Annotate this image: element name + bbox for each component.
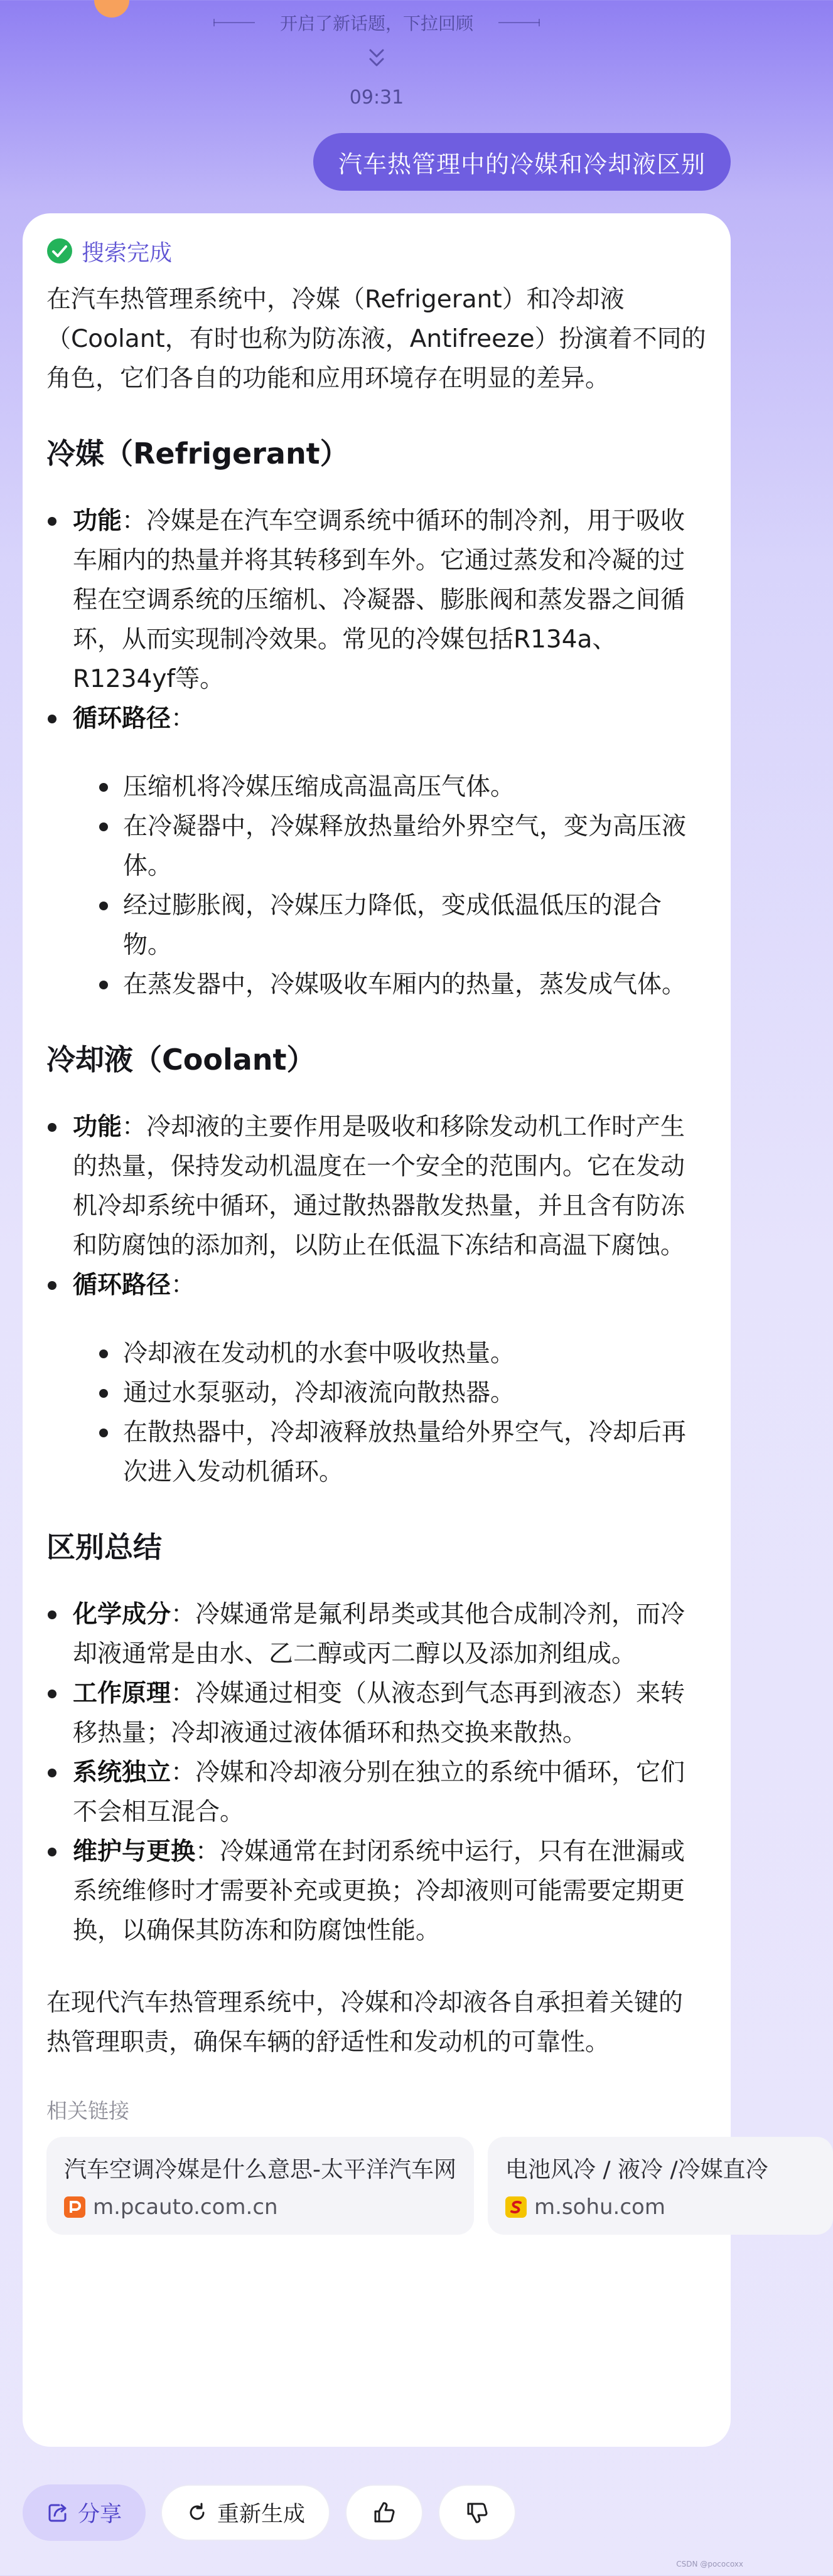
item-label: 工作原理 <box>73 1679 171 1708</box>
list-item <box>46 501 707 699</box>
list-item <box>46 1595 707 1674</box>
sohu-favicon-icon <box>505 2196 527 2218</box>
list-item: 在冷凝器中，冷媒释放热量给外界空气，变为高压液体。 <box>98 807 707 886</box>
share-icon <box>46 2501 69 2524</box>
like-button[interactable] <box>345 2484 423 2541</box>
item-text: ：冷却液的主要作用是吸收和移除发动机工作时产生的热量，保持发动机温度在一个安全的范围内。它在发动机冷却系统中循环，通过散热器散发热量，并且含有防冻和防腐蚀的添加剂，以防止在低温下冻结和高温下腐蚀。 <box>73 1113 685 1260</box>
item-label: 功能 <box>73 507 122 535</box>
item-label: 循环路径 <box>73 1271 171 1299</box>
item-label: 化学成分 <box>73 1600 171 1629</box>
item-text: ：冷媒通常是氟利昂类或其他合成制冷剂，而冷却液通常是由水、乙二醇或丙二醇以及添加剂组成。 <box>73 1600 685 1668</box>
list-item <box>46 1107 707 1265</box>
thumbs-down-icon <box>465 2500 490 2525</box>
search-status-label: 搜索完成 <box>82 240 173 266</box>
link-source <box>505 2195 815 2220</box>
summary-list <box>46 1595 707 1951</box>
double-chevron-down-icon[interactable] <box>367 46 386 72</box>
regenerate-label: 重新生成 <box>217 2502 305 2527</box>
share-label: 分享 <box>77 2502 122 2527</box>
related-link-card[interactable] <box>488 2137 833 2235</box>
message-time: 09:31 <box>349 87 404 109</box>
item-label: 循环路径 <box>73 705 171 733</box>
list-item: 通过水泵驱动，冷却液流向散热器。 <box>98 1373 707 1413</box>
item-text: ：冷媒通常在封闭系统中运行，只有在泄漏或系统维修时才需要补充或更换；冷却液则可能需要定期更换，以确保其防冻和防腐蚀性能。 <box>73 1838 685 1945</box>
related-links <box>46 2137 768 2235</box>
related-links-title: 相关链接 <box>46 2099 129 2123</box>
refrigerant-steps <box>73 767 707 1004</box>
watermark: CSDN @pococoxx <box>676 2560 743 2568</box>
list-item: 压缩机将冷媒压缩成高温高压气体。 <box>98 767 707 807</box>
answer-card <box>23 213 768 2447</box>
item-colon: ： <box>171 1271 196 1299</box>
refresh-icon <box>186 2501 208 2524</box>
link-source-text: m.pcauto.com.cn <box>93 2195 278 2220</box>
item-text: ：冷媒通过相变（从液态到气态再到液态）来转移热量；冷却液通过液体循环和热交换来散热。 <box>73 1679 685 1747</box>
intro-paragraph: 在汽车热管理系统中，冷媒（Refrigerant）和冷却液（Coolant，有时也称为防冻液，Antifreeze）扮演着不同的角色，它们各自的功能和应用环境存在明显的差异。 <box>46 285 706 393</box>
item-colon: ： <box>171 705 196 733</box>
hint-text: 开启了新话题，下拉回顾 <box>279 13 473 34</box>
link-source-text: m.sohu.com <box>534 2195 665 2220</box>
section-title-refrigerant: 冷媒（Refrigerant） <box>46 437 349 471</box>
hint-line-right <box>498 22 540 23</box>
thumbs-up-icon <box>372 2500 397 2525</box>
list-item <box>46 1265 707 1492</box>
share-button[interactable] <box>23 2484 146 2541</box>
list-item <box>46 1753 707 1832</box>
item-text: ：冷媒和冷却液分别在独立的系统中循环，它们不会相互混合。 <box>73 1759 685 1826</box>
refrigerant-list <box>46 501 707 1004</box>
pcauto-favicon-icon <box>64 2196 85 2218</box>
search-status[interactable] <box>46 233 707 269</box>
list-item: 在散热器中，冷却液释放热量给外界空气，冷却后再次进入发动机循环。 <box>98 1413 707 1492</box>
section-title-summary: 区别总结 <box>46 1530 162 1564</box>
section-title-coolant: 冷却液（Coolant） <box>46 1043 316 1077</box>
link-title: 电池风冷 / 液冷 /冷媒直冷 <box>505 2157 768 2183</box>
list-item <box>46 1674 707 1753</box>
list-item <box>46 699 707 1004</box>
link-title: 汽车空调冷媒是什么意思-太平洋汽车网 <box>64 2157 456 2183</box>
item-label: 维护与更换 <box>73 1838 196 1866</box>
list-item: 冷却液在发动机的水套中吸收热量。 <box>98 1334 707 1373</box>
item-label: 功能 <box>73 1113 122 1141</box>
coolant-steps <box>73 1334 707 1492</box>
item-label: 系统独立 <box>73 1759 171 1787</box>
list-item: 经过膨胀阀，冷媒压力降低，变成低温低压的混合物。 <box>98 886 707 965</box>
action-bar <box>23 2484 516 2541</box>
list-item: 在蒸发器中，冷媒吸收车厢内的热量，蒸发成气体。 <box>98 965 707 1004</box>
coolant-list <box>46 1107 707 1492</box>
check-circle-icon <box>46 238 73 264</box>
list-item <box>46 1832 707 1951</box>
conclusion-paragraph: 在现代汽车热管理系统中，冷媒和冷却液各自承担着关键的热管理职责，确保车辆的舒适性和发动机的可靠性。 <box>46 1989 684 2057</box>
hint-line-left <box>213 22 255 23</box>
item-text: ：冷媒是在汽车空调系统中循环的制冷剂，用于吸收车厢内的热量并将其转移到车外。它通过蒸发和冷凝的过程在空调系统的压缩机、冷凝器、膨胀阀和蒸发器之间循环，从而实现制冷效果。常见的冷媒包括R134a、R1234yf等。 <box>73 507 685 693</box>
dislike-button[interactable] <box>438 2484 516 2541</box>
related-link-card[interactable] <box>46 2137 474 2235</box>
history-hint[interactable] <box>0 9 753 36</box>
regenerate-button[interactable] <box>161 2484 330 2541</box>
link-source <box>64 2195 456 2220</box>
user-message-bubble[interactable]: 汽车热管理中的冷媒和冷却液区别 <box>313 133 731 191</box>
